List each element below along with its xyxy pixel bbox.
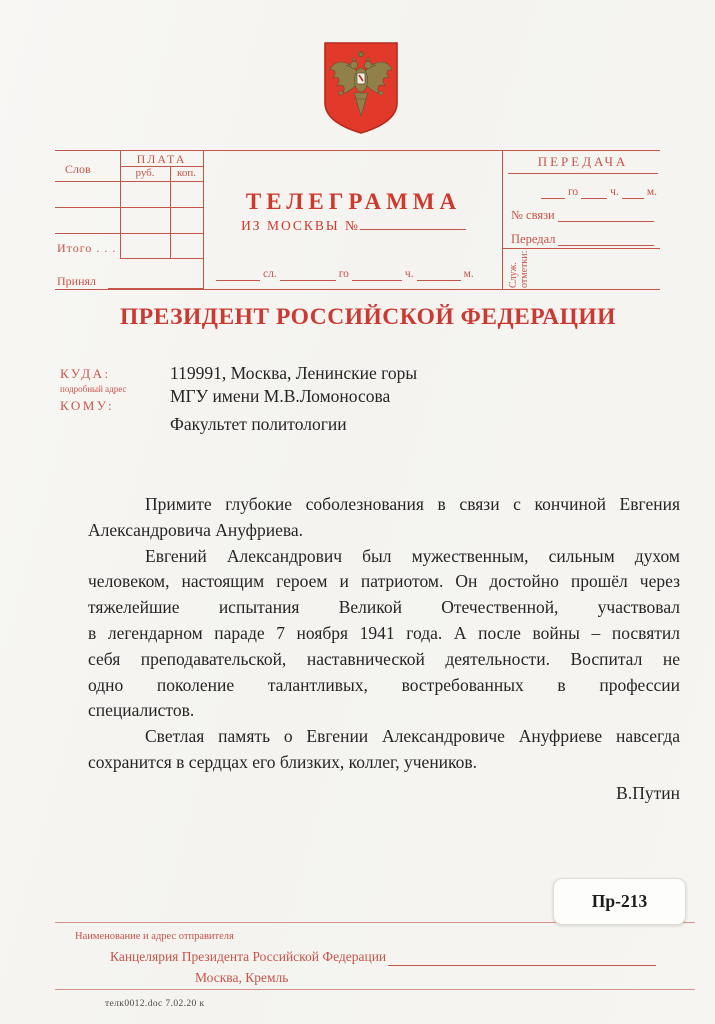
form-row-line-3 bbox=[55, 233, 203, 234]
letterhead-title: ПРЕЗИДЕНТ РОССИЙСКОЙ ФЕДЕРАЦИИ bbox=[120, 304, 616, 330]
body-line: тяжелейшие испытания Великой Отечественной, участвовал bbox=[88, 597, 680, 618]
service-marks-label bbox=[508, 251, 530, 288]
signature: В.Путин bbox=[616, 783, 680, 803]
blank-field bbox=[558, 233, 654, 246]
rubles-label: руб. bbox=[135, 167, 155, 179]
telegram-form bbox=[55, 150, 660, 290]
words-unit-label: сл. bbox=[263, 268, 277, 280]
body-line: в легендарном параде 7 ноября 1941 года. А после войны – посвятил bbox=[88, 622, 680, 643]
detailed-address-note: подробный адрес bbox=[60, 384, 127, 394]
link-number-row bbox=[511, 208, 657, 222]
telegram-time-row bbox=[213, 267, 498, 281]
blank-field bbox=[581, 186, 607, 199]
go-unit-label: го bbox=[567, 186, 579, 198]
body-line: сохранится в сердцах его близких, коллег, учеников. bbox=[88, 751, 478, 772]
ch-unit-label: ч. bbox=[610, 186, 619, 198]
payment-table-col-divider bbox=[170, 166, 171, 258]
service-marks-line1: Служ. bbox=[508, 262, 519, 288]
service-marks-line2: отметки: bbox=[519, 250, 530, 288]
registration-stamp: Пр-213 bbox=[553, 878, 686, 925]
blank-field bbox=[622, 186, 644, 199]
transmitted-by-label: Передал bbox=[511, 232, 556, 246]
minute-unit-label: м. bbox=[463, 268, 474, 280]
hour2-unit-label: го bbox=[338, 268, 349, 280]
sender-city: Москва, Кремль bbox=[195, 970, 289, 985]
telegram-from-line bbox=[205, 218, 502, 234]
form-row-line-1 bbox=[55, 181, 203, 182]
telegram-title: ТЕЛЕГРАММА bbox=[245, 189, 462, 214]
sender-blank-line bbox=[388, 965, 656, 966]
transmitted-by-row bbox=[511, 232, 657, 246]
message-body bbox=[88, 492, 680, 776]
payment-table-line bbox=[120, 166, 203, 167]
body-line: Александровича Ануфриева. bbox=[88, 519, 304, 540]
hour-unit-label: ч. bbox=[404, 268, 414, 280]
payment-header: ПЛАТА bbox=[136, 152, 187, 166]
form-row-line-2 bbox=[55, 207, 203, 208]
blank-field bbox=[541, 186, 565, 199]
payment-table-bottom-line bbox=[120, 258, 203, 259]
blank-field bbox=[216, 268, 260, 281]
document-file-note: телк0012.doc 7.02.20 к bbox=[105, 999, 205, 1009]
address-line-2: МГУ имени М.В.Ломоносова bbox=[170, 386, 391, 406]
address-line-3: Факультет политологии bbox=[170, 414, 347, 434]
body-line: специалистов. bbox=[88, 700, 195, 721]
body-line: одно поколение талантливых, востребованных в профессии bbox=[88, 674, 680, 695]
total-label: Итого . . . bbox=[57, 241, 117, 255]
to-where-label: КУДА: bbox=[60, 366, 111, 381]
form-divider-left bbox=[203, 151, 204, 289]
from-moscow-label: ИЗ МОСКВЫ № bbox=[241, 218, 360, 233]
transmission-header: ПЕРЕДАЧА bbox=[537, 154, 629, 169]
blank-field bbox=[558, 209, 654, 222]
accepted-by-label: Принял bbox=[57, 274, 97, 288]
m-unit-label: м. bbox=[646, 186, 657, 198]
transmission-time-row bbox=[513, 185, 657, 199]
blank-field bbox=[417, 268, 461, 281]
address-line-1: 119991, Москва, Ленинские горы bbox=[170, 363, 418, 383]
body-line: Светлая память о Евгении Александровиче Ануфриеве навсегда bbox=[145, 726, 680, 747]
body-line: себя преподавательской, наставнической деятельности. Воспитал не bbox=[88, 648, 680, 669]
kopecks-label: коп. bbox=[177, 167, 196, 179]
body-line: Евгений Александрович был мужественным, сильным духом bbox=[145, 545, 680, 566]
accepted-by-blank bbox=[108, 288, 203, 289]
service-marks-divider bbox=[502, 248, 660, 249]
transmission-header-underline bbox=[508, 173, 658, 174]
telegram-number-blank bbox=[360, 219, 466, 230]
to-whom-label: КОМУ: bbox=[60, 398, 115, 413]
footer-bottom-rule bbox=[55, 989, 695, 990]
form-divider-right bbox=[502, 151, 503, 289]
sender-organization: Канцелярия Президента Российской Федерации bbox=[110, 949, 387, 964]
words-count-label: Слов bbox=[65, 162, 91, 176]
body-line: человеком, настоящим героем и патриотом. Он достойно прошёл через bbox=[88, 571, 680, 592]
payment-table-left-border bbox=[120, 151, 121, 258]
blank-field bbox=[280, 268, 336, 281]
russia-coat-of-arms-icon bbox=[323, 41, 399, 135]
link-number-label: № связи bbox=[511, 208, 555, 222]
blank-field bbox=[352, 268, 402, 281]
body-line: Примите глубокие соболезнования в связи с кончиной Евгения bbox=[145, 494, 680, 514]
sender-section-label: Наименование и адрес отправителя bbox=[75, 931, 234, 942]
